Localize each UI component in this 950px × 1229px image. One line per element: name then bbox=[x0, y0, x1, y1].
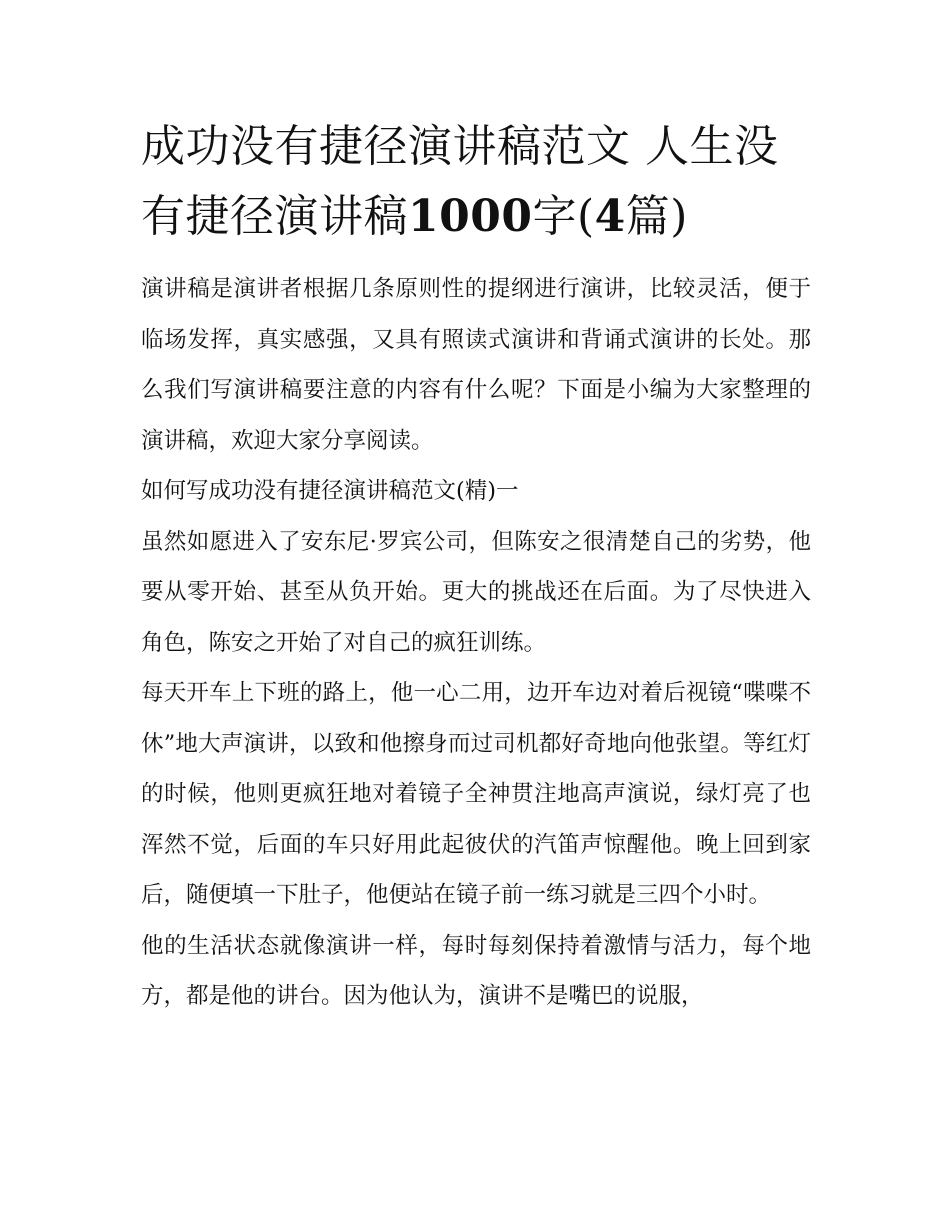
body-paragraph: 虽然如愿进入了安东尼·罗宾公司，但陈安之很清楚自己的劣势，他要从零开始、甚至从负开始。更大的挑战还在后面。为了尽快进入角色，陈安之开始了对自己的疯狂训练。 bbox=[141, 528, 811, 656]
title-text-part4: 4 bbox=[594, 191, 626, 242]
document-title bbox=[141, 112, 811, 252]
title-text-part5: 篇) bbox=[625, 191, 688, 242]
intro-paragraph: 演讲稿是演讲者根据几条原则性的提纲进行演讲，比较灵活，便于临场发挥，真实感强，又具有照读式演讲和背诵式演讲的长处。那么我们写演讲稿要注意的内容有什么呢？下面是小编为大家整理的演讲稿，欢迎大家分享阅读。 bbox=[141, 276, 811, 454]
section-heading: 如何写成功没有捷径演讲稿范文(精)一 bbox=[141, 478, 519, 504]
document-body bbox=[141, 112, 811, 1022]
body-paragraph: 他的生活状态就像演讲一样，每时每刻保持着激情与活力，每个地方，都是他的讲台。因为他认为，演讲不是嘴巴的说服， bbox=[141, 932, 811, 1009]
title-text-part1: 成功没有捷径演讲稿范文 人生没有捷径演讲稿 bbox=[141, 121, 779, 242]
title-text-part2: 1000 bbox=[408, 191, 533, 242]
title-text-part3: 字( bbox=[532, 191, 595, 242]
body-paragraph: 每天开车上下班的路上，他一心二用，边开车边对着后视镜“喋喋不休”地大声演讲，以致和他擦身而过司机都好奇地向他张望。等红灯的时候，他则更疯狂地对着镜子全神贯注地高声演说，绿灯亮了也浑然不觉，后面的车只好用此起彼伏的汽笛声惊醒他。晚上回到家后，随便填一下肚子，他便站在镜子前一练习就是三四个小时。 bbox=[141, 680, 811, 908]
